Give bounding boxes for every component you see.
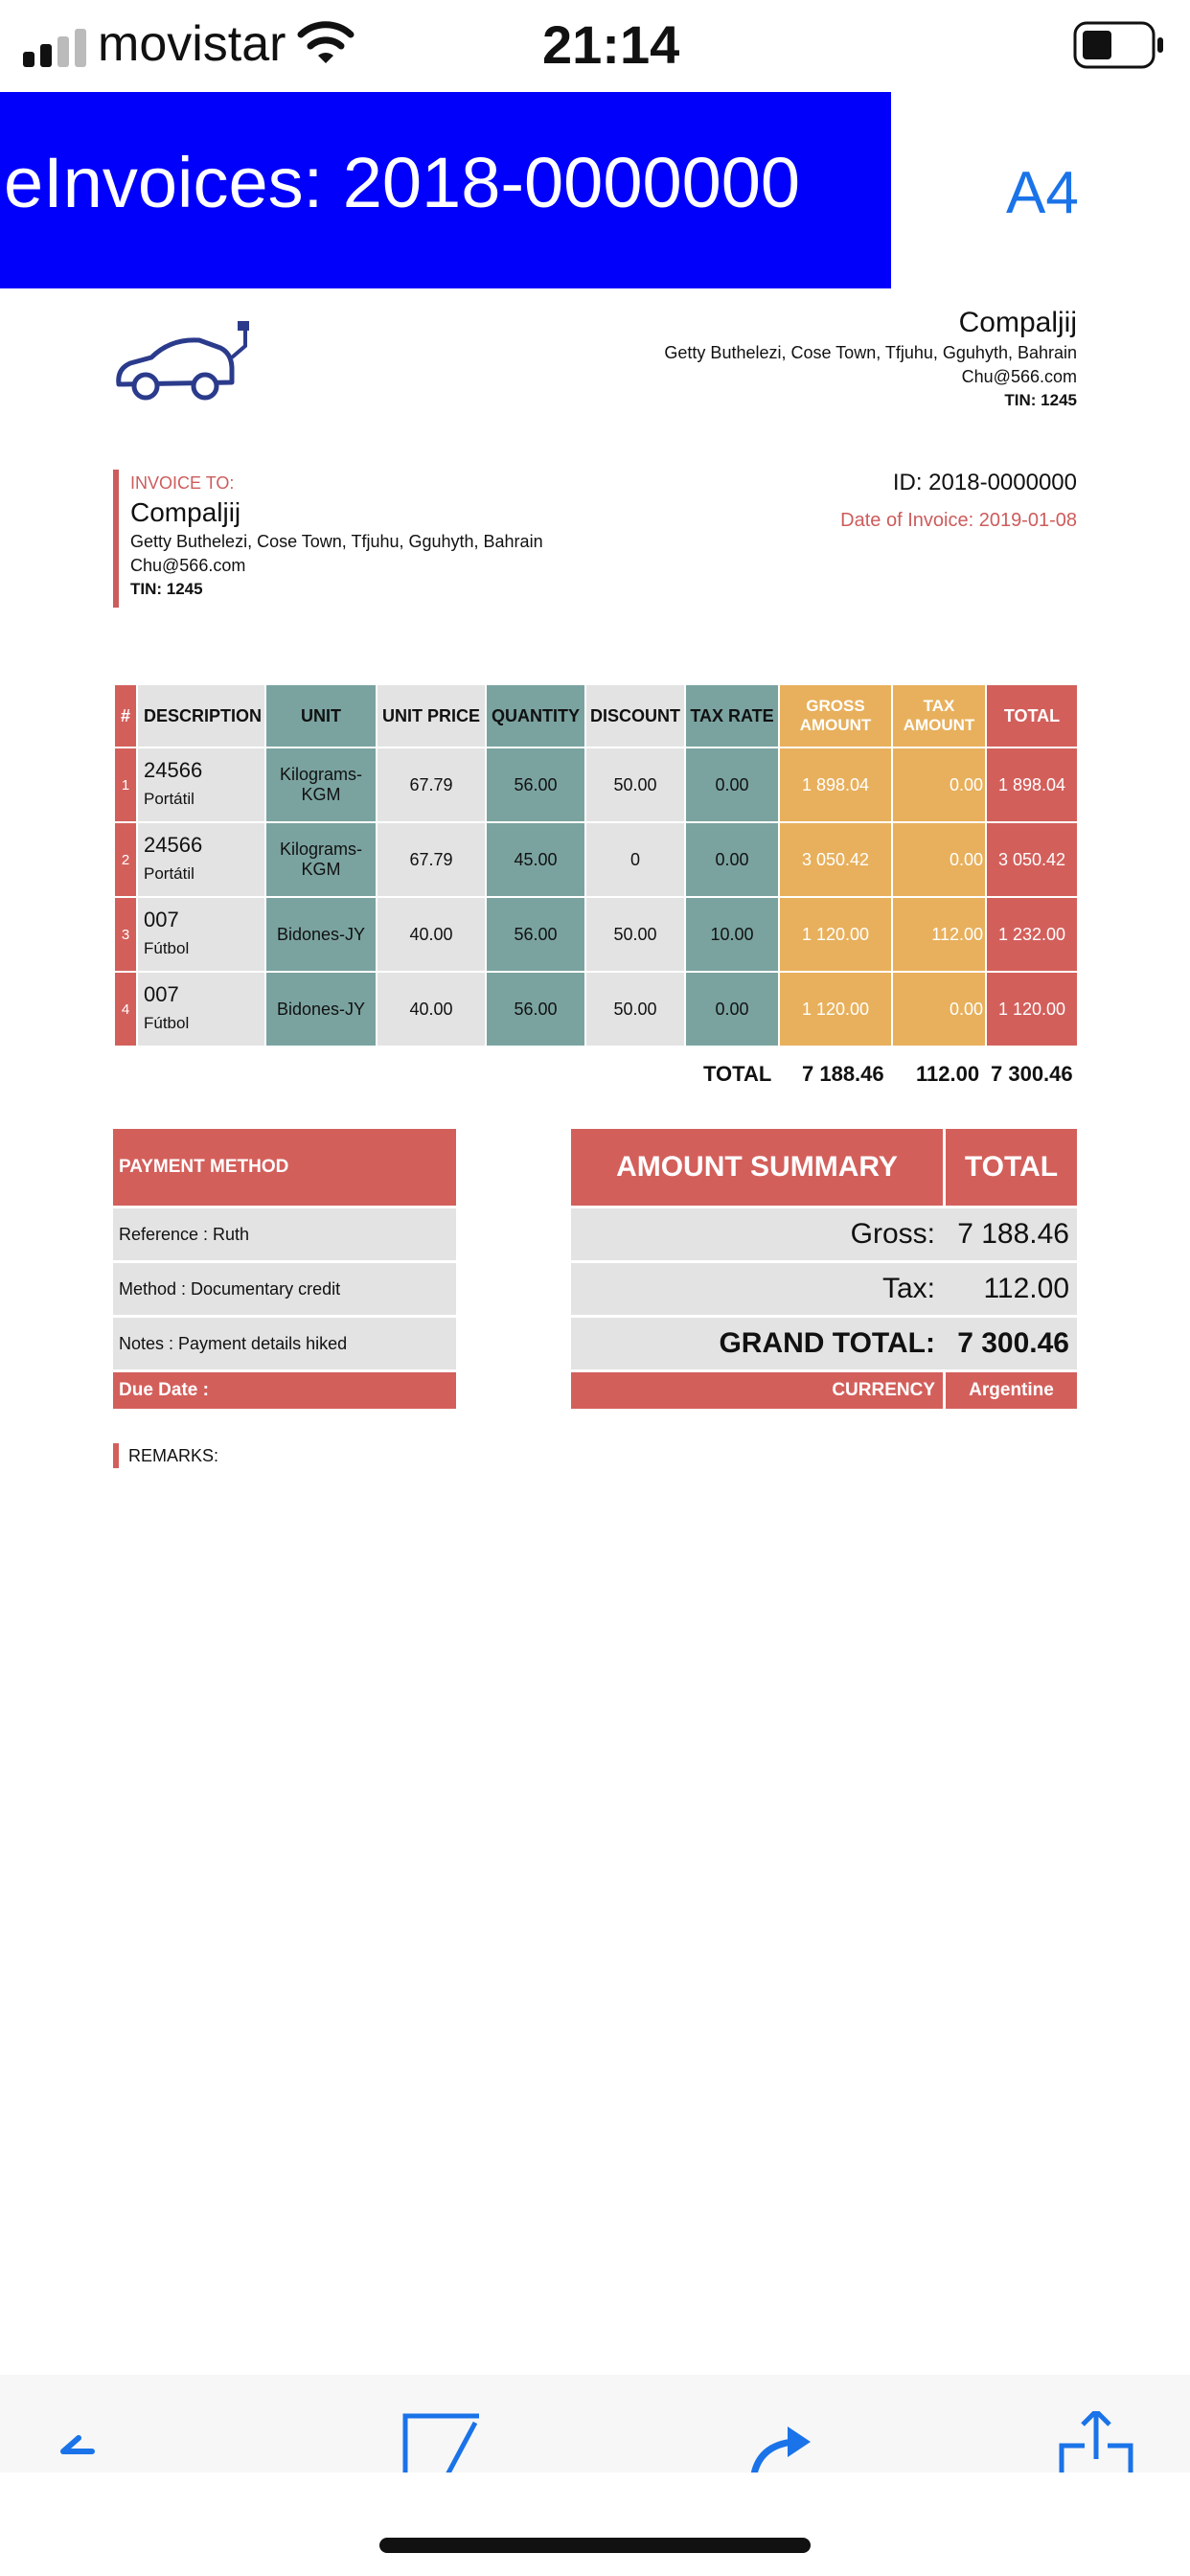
row-index: 3 <box>114 897 137 972</box>
row-index: 1 <box>114 748 137 822</box>
row-description <box>137 972 265 1046</box>
row-description <box>137 748 265 822</box>
row-unit-price: 40.00 <box>377 972 486 1046</box>
row-tax-rate: 0.00 <box>685 748 779 822</box>
summary-header <box>571 1129 1077 1206</box>
page-title: eInvoices: 2018-0000000 <box>4 143 801 222</box>
gross-value: 7 188.46 <box>957 1218 1069 1250</box>
unit-line1: Kilograms- <box>279 840 363 859</box>
car-charger-logo-icon <box>113 319 249 407</box>
item-code: 007 <box>144 908 179 932</box>
row-quantity: 56.00 <box>486 972 585 1046</box>
row-gross: 1 898.04 <box>779 748 892 822</box>
row-quantity: 56.00 <box>486 748 585 822</box>
currency-value: Argentine peso <box>969 1380 1054 1437</box>
row-total: 1 898.04 <box>986 748 1078 822</box>
item-name: Fútbol <box>144 939 190 957</box>
clock: 21:14 <box>542 14 680 75</box>
row-index: 2 <box>114 822 137 897</box>
row-tax: 0.00 <box>892 972 986 1046</box>
item-code: 24566 <box>144 758 203 782</box>
row-gross: 1 120.00 <box>779 897 892 972</box>
table-header-row <box>114 684 1078 748</box>
buyer-address: Getty Buthelezi, Cose Town, Tfjuhu, Gguhyth, Bahrain <box>130 532 543 551</box>
totals-total: 7 300.46 <box>991 1062 1073 1086</box>
row-quantity: 56.00 <box>486 897 585 972</box>
battery-icon <box>1073 21 1165 71</box>
payment-method-box <box>113 1129 456 1409</box>
invoice-document <box>0 288 1190 1476</box>
row-description <box>137 897 265 972</box>
payment-notes: Notes : Payment details hiked <box>113 1318 456 1369</box>
row-tax-rate: 10.00 <box>685 897 779 972</box>
remarks-label: REMARKS: <box>113 1443 218 1468</box>
table-row <box>114 897 1078 972</box>
unit-line2: KGM <box>301 785 341 804</box>
row-total: 3 050.42 <box>986 822 1078 897</box>
row-discount: 0 <box>585 822 685 897</box>
col-tax-amount <box>892 684 986 748</box>
currency-label: CURRENCY <box>571 1372 946 1409</box>
row-unit: Bidones-JY <box>265 972 377 1046</box>
seller-name: Compaljij <box>958 307 1077 338</box>
items-table <box>113 683 1079 1047</box>
row-discount: 50.00 <box>585 897 685 972</box>
row-gross: 1 120.00 <box>779 972 892 1046</box>
item-name: Fútbol <box>144 1014 190 1032</box>
bottom-toolbar <box>0 2375 1190 2472</box>
row-gross: 3 050.42 <box>779 822 892 897</box>
row-quantity: 45.00 <box>486 822 585 897</box>
seller-tin: TIN: 1245 <box>1004 391 1077 409</box>
paper-size-button[interactable]: A4 <box>1006 160 1079 226</box>
status-bar <box>0 0 1190 90</box>
col-tax-line1: TAX <box>923 697 955 715</box>
table-row <box>114 748 1078 822</box>
buyer-email: Chu@566.com <box>130 556 246 575</box>
buyer-name: Compaljij <box>130 497 241 527</box>
row-index: 4 <box>114 972 137 1046</box>
title-bar <box>0 92 891 288</box>
row-discount: 50.00 <box>585 748 685 822</box>
row-discount: 50.00 <box>585 972 685 1046</box>
payment-header: PAYMENT METHOD <box>113 1129 456 1206</box>
row-description <box>137 822 265 897</box>
carrier-name: movistar <box>98 16 286 72</box>
grand-total-label: GRAND TOTAL: <box>719 1327 935 1359</box>
seller-address: Getty Buthelezi, Cose Town, Tfjuhu, Gguhyth, Bahrain <box>664 343 1077 362</box>
summary-tax-row <box>571 1263 1077 1315</box>
totals-gross: 7 188.46 <box>802 1062 884 1086</box>
invoice-meta <box>840 470 1077 532</box>
col-description: DESCRIPTION <box>137 684 265 748</box>
tax-label: Tax: <box>881 1273 935 1304</box>
share-icon[interactable] <box>1058 2411 1134 2472</box>
row-unit <box>265 822 377 897</box>
summary-total-title: TOTAL <box>946 1129 1077 1206</box>
row-total: 1 232.00 <box>986 897 1078 972</box>
totals-label: TOTAL <box>703 1062 772 1086</box>
row-unit-price: 67.79 <box>377 748 486 822</box>
cellular-signal-icon <box>23 29 86 67</box>
col-gross-line2: AMOUNT <box>799 716 872 734</box>
col-tax-line2: AMOUNT <box>903 716 975 734</box>
col-total: TOTAL <box>986 684 1078 748</box>
item-name: Portátil <box>144 790 195 808</box>
item-code: 24566 <box>144 833 203 857</box>
summary-currency-row <box>571 1372 1077 1437</box>
grand-total-value: 7 300.46 <box>957 1327 1069 1359</box>
row-unit-price: 40.00 <box>377 897 486 972</box>
back-arrow-icon[interactable] <box>54 2432 130 2472</box>
row-unit: Bidones-JY <box>265 897 377 972</box>
seller-info <box>664 307 1077 410</box>
row-tax: 0.00 <box>892 748 986 822</box>
col-tax-rate: TAX RATE <box>685 684 779 748</box>
tax-value: 112.00 <box>983 1273 1069 1304</box>
row-unit <box>265 748 377 822</box>
buyer-tin: TIN: 1245 <box>130 580 203 598</box>
item-code: 007 <box>144 982 179 1006</box>
col-discount: DISCOUNT <box>585 684 685 748</box>
invoice-date: Date of Invoice: 2019-01-08 <box>840 510 1077 531</box>
col-gross-amount <box>779 684 892 748</box>
col-gross-line1: GROSS <box>806 697 865 715</box>
buyer-info <box>113 470 543 608</box>
summary-grand-total-row <box>571 1318 1077 1369</box>
invoice-id: ID: 2018-0000000 <box>892 470 1077 495</box>
table-row <box>114 972 1078 1046</box>
payment-method: Method : Documentary credit <box>113 1263 456 1315</box>
home-indicator[interactable] <box>379 2538 811 2553</box>
row-total: 1 120.00 <box>986 972 1078 1046</box>
row-tax: 0.00 <box>892 822 986 897</box>
col-unit-price: UNIT PRICE <box>377 684 486 748</box>
row-unit-price: 67.79 <box>377 822 486 897</box>
col-quantity: QUANTITY <box>486 684 585 748</box>
payment-reference: Reference : Ruth <box>113 1208 456 1260</box>
col-index: # <box>114 684 137 748</box>
totals-tax: 112.00 <box>916 1062 980 1086</box>
summary-gross-row <box>571 1208 1077 1260</box>
amount-summary-box <box>571 1129 1077 1437</box>
invoice-to-label: INVOICE TO: <box>130 473 235 493</box>
wifi-icon <box>297 17 355 67</box>
item-name: Portátil <box>144 864 195 883</box>
gross-label: Gross: <box>850 1218 935 1250</box>
forward-icon[interactable] <box>744 2413 820 2472</box>
table-row <box>114 822 1078 897</box>
col-unit: UNIT <box>265 684 377 748</box>
summary-title: AMOUNT SUMMARY <box>571 1129 946 1206</box>
unit-line1: Kilograms- <box>279 765 363 784</box>
unit-line2: KGM <box>301 860 341 879</box>
row-tax-rate: 0.00 <box>685 822 779 897</box>
seller-email: Chu@566.com <box>961 367 1077 386</box>
edit-icon[interactable] <box>402 2413 479 2472</box>
payment-due-date: Due Date : <box>113 1372 456 1409</box>
row-tax-rate: 0.00 <box>685 972 779 1046</box>
row-tax: 112.00 <box>892 897 986 972</box>
